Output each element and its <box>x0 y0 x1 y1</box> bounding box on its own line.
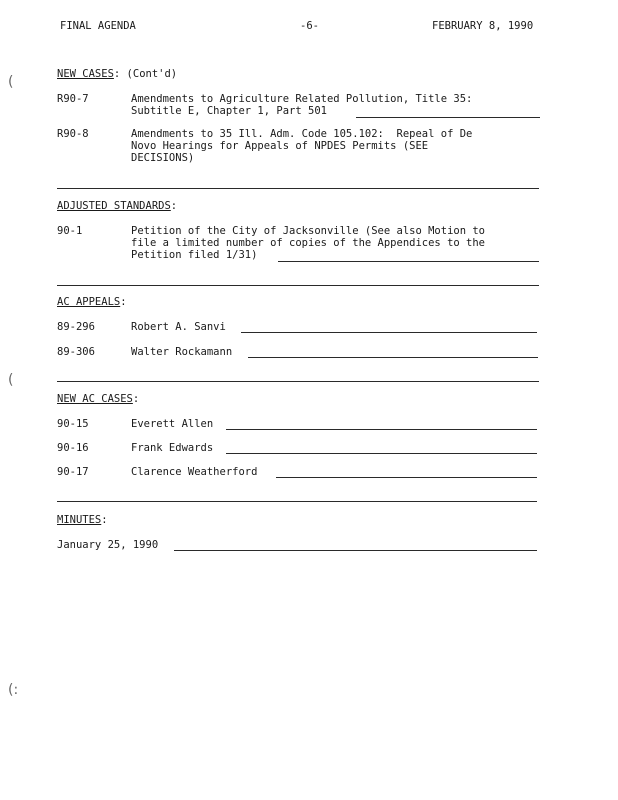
case-name: Frank Edwards <box>131 442 214 454</box>
case-description-line: Amendments to 35 Ill. Adm. Code 105.102: Repeal of De <box>131 128 473 140</box>
minutes-date: January 25, 1990 <box>57 539 159 551</box>
punch-hole-mark-top: ( <box>8 74 14 90</box>
case-description-line: Subtitle E, Chapter 1, Part 501 <box>131 105 327 117</box>
section-divider <box>57 501 537 502</box>
signature-line <box>276 477 537 478</box>
section-title-text: NEW CASES <box>57 68 114 80</box>
section-title-text: AC APPEALS <box>57 296 121 308</box>
signature-line <box>174 550 537 551</box>
section-title-text: MINUTES <box>57 514 102 526</box>
case-description-line: Novo Hearings for Appeals of NPDES Permits (SEE <box>131 140 429 152</box>
signature-line <box>248 357 538 358</box>
case-number: 90-1 <box>57 225 83 237</box>
section-minutes-title <box>57 514 108 526</box>
case-number: 90-17 <box>57 466 89 478</box>
signature-line <box>278 261 539 262</box>
section-title-text: ADJUSTED STANDARDS <box>57 200 171 212</box>
case-description-line: Amendments to Agriculture Related Pollution, Title 35: <box>131 93 473 105</box>
section-title-suffix: : (Cont'd) <box>113 68 178 80</box>
header-title: FINAL AGENDA <box>60 20 136 32</box>
section-title-suffix: : <box>101 514 108 526</box>
case-number: 90-15 <box>57 418 89 430</box>
section-title-suffix: : <box>132 393 140 405</box>
page-number: -6- <box>300 20 319 32</box>
case-number: 90-16 <box>57 442 89 454</box>
section-title-suffix: : <box>120 296 127 308</box>
case-description-line: DECISIONS) <box>131 152 195 164</box>
case-name: Clarence Weatherford <box>131 466 258 478</box>
case-name: Robert A. Sanvi <box>131 321 226 333</box>
case-description-line: Petition of the City of Jacksonville (See also Motion to <box>131 225 486 237</box>
signature-line <box>356 117 540 118</box>
case-number: R90-8 <box>57 128 89 140</box>
section-title-text: NEW AC CASES <box>57 393 133 405</box>
header-date: FEBRUARY 8, 1990 <box>432 20 534 32</box>
section-divider <box>57 188 539 189</box>
section-adjusted-standards-title <box>57 200 177 212</box>
section-divider <box>57 381 539 382</box>
signature-line <box>226 429 537 430</box>
case-name: Everett Allen <box>131 418 214 430</box>
signature-line <box>241 332 537 333</box>
section-ac-appeals-title <box>57 296 127 308</box>
case-description-line: file a limited number of copies of the Appendices to the <box>131 237 486 249</box>
case-number: 89-296 <box>57 321 95 333</box>
punch-hole-mark-bottom: (: <box>8 682 19 698</box>
section-new-ac-cases-title <box>57 393 139 405</box>
signature-line <box>226 453 537 454</box>
section-divider <box>57 285 539 286</box>
punch-hole-mark-middle: ( <box>8 372 14 388</box>
section-new-cases-title <box>57 68 177 80</box>
case-number: 89-306 <box>57 346 95 358</box>
case-description-line: Petition filed 1/31) <box>131 249 258 261</box>
case-name: Walter Rockamann <box>131 346 233 358</box>
case-number: R90-7 <box>57 93 89 105</box>
section-title-suffix: : <box>170 200 178 212</box>
